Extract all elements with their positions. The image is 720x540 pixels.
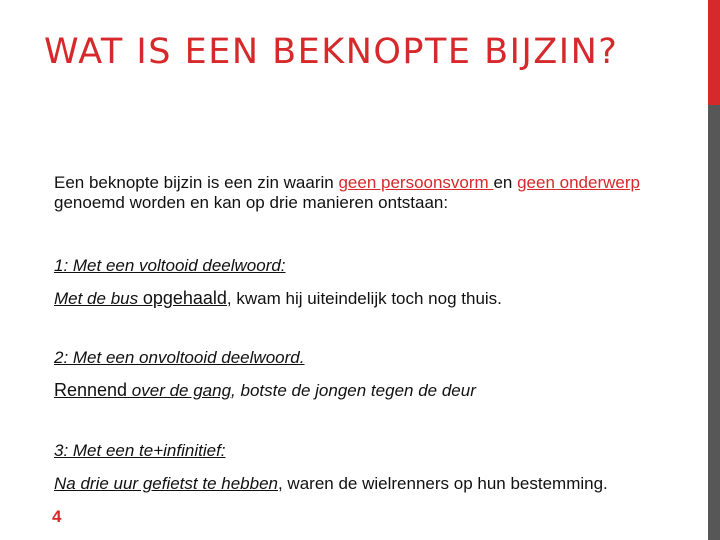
slide-title: WAT IS EEN BEKNOPTE BIJZIN? bbox=[44, 32, 619, 72]
case3-example-rest: , waren de wielrenners op hun bestemming. bbox=[277, 474, 608, 493]
case2-example bbox=[54, 380, 644, 401]
case1-example-key: opgehaald bbox=[142, 288, 227, 308]
case3-example-italic: Na drie uur gefietst te hebben bbox=[54, 474, 278, 493]
accent-bar-top bbox=[708, 0, 720, 105]
case1-example-italic: Met de bus bbox=[54, 289, 143, 308]
case3-heading: 3: Met een te+infinitief: bbox=[54, 441, 226, 460]
case1-example bbox=[54, 288, 644, 309]
accent-bar-bottom bbox=[708, 105, 720, 540]
case1-heading: 1: Met een voltooid deelwoord: bbox=[54, 256, 286, 275]
intro-text-1: Een beknopte bijzin is een zin waarin bbox=[54, 173, 339, 192]
case2-example-italic: over de gang bbox=[127, 381, 232, 400]
case3-example bbox=[54, 474, 644, 494]
case2-example-rest: , botste de jongen tegen de deur bbox=[231, 381, 476, 400]
term-geen-persoonsvorm: geen persoonsvorm bbox=[338, 173, 494, 192]
case2-example-key: Rennend bbox=[54, 380, 128, 400]
intro-paragraph bbox=[54, 173, 644, 213]
term-geen-onderwerp: geen onderwerp bbox=[517, 173, 640, 192]
page-number: 4 bbox=[52, 507, 62, 526]
intro-text-3: genoemd worden en kan op drie manieren ontstaan: bbox=[54, 193, 449, 212]
case1-example-rest: , kwam hij uiteindelijk toch nog thuis. bbox=[226, 289, 502, 308]
intro-text-2: en bbox=[493, 173, 518, 192]
case2-heading: 2: Met een onvoltooid deelwoord. bbox=[54, 348, 305, 367]
